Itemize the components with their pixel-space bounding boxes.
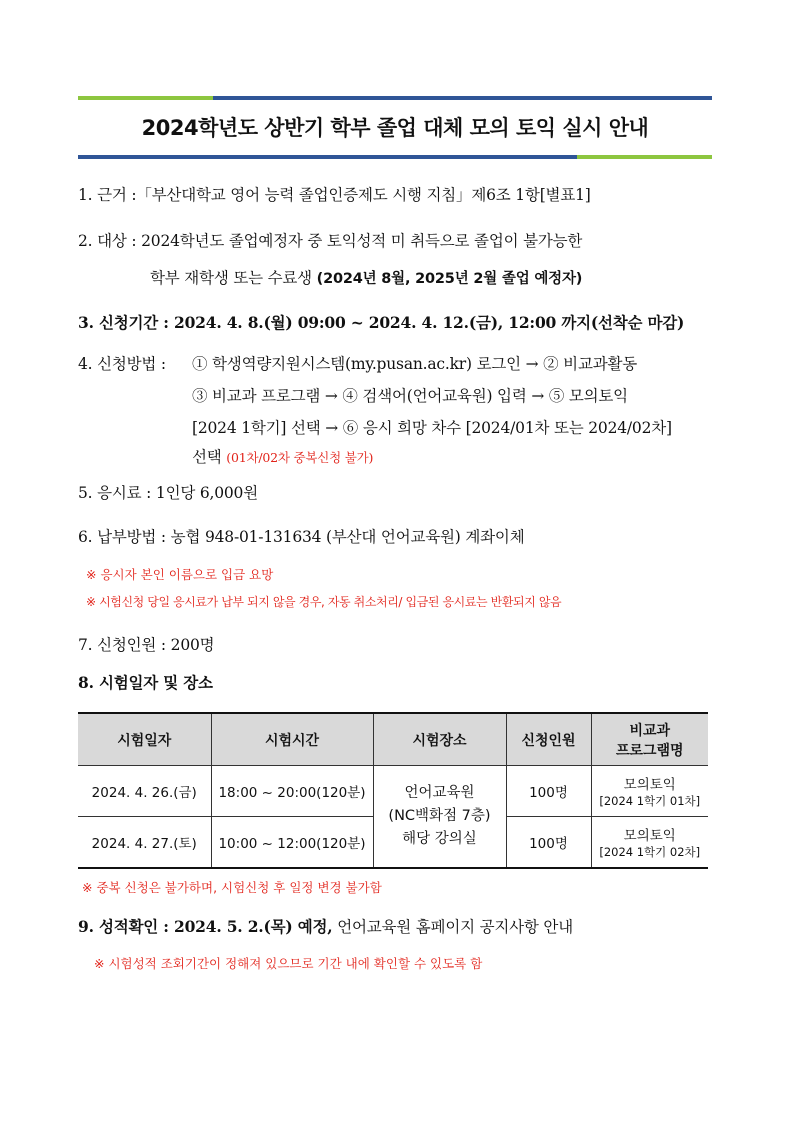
page-title: 2024학년도 상반기 학부 졸업 대체 모의 토익 실시 안내 <box>141 116 649 140</box>
method-warning: (01차/02차 중복신청 불가) <box>226 450 374 465</box>
item-result <box>78 915 573 937</box>
header-bar-green-bottom <box>577 155 712 159</box>
schedule-heading: 8. 시험일자 및 장소 <box>78 673 213 692</box>
item-fee: 5. 응시료 : 1인당 6,000원 <box>78 484 258 502</box>
header-program <box>591 713 708 766</box>
item-target-line1: 2. 대상 : 2024학년도 졸업예정자 중 토익성적 미 취득으로 졸업이 불가능한 <box>78 232 583 250</box>
header-time: 시험시간 <box>211 713 373 766</box>
method-line4 <box>192 445 373 467</box>
target-bold: (2024년 8월, 2025년 2월 졸업 예정자) <box>316 271 583 287</box>
header-place: 시험장소 <box>373 713 506 766</box>
note-deposit-name: ※ 응시자 본인 이름으로 입금 요망 <box>86 567 274 582</box>
header-program-line2: 프로그램명 <box>615 742 684 759</box>
place-line3: 해당 강의실 <box>402 831 477 847</box>
note-refund: ※ 시험신청 당일 응시료가 납부 되지 않을 경우, 자동 취소처리/ 입금된 응시료는 반환되지 않음 <box>86 595 562 609</box>
row2-count: 100명 <box>506 817 591 869</box>
place-cell <box>373 766 506 869</box>
place-line2: (NC백화점 7층) <box>388 808 491 824</box>
header-count: 신청인원 <box>506 713 591 766</box>
row1-date: 2024. 4. 26.(금) <box>78 766 211 817</box>
item-period: 3. 신청기간 : 2024. 4. 8.(월) 09:00 ~ 2024. 4. 12.(금), 12:00 까지(선착순 마감) <box>78 313 685 332</box>
row1-program <box>591 766 708 817</box>
method-select: 선택 <box>192 448 227 466</box>
row2-time: 10:00 ~ 12:00(120분) <box>211 817 373 869</box>
header-program-line1: 비교과 <box>629 722 671 739</box>
schedule-table <box>78 712 708 869</box>
item-target-line2 <box>150 266 582 288</box>
place-line1: 언어교육원 <box>404 785 475 801</box>
row2-program <box>591 817 708 869</box>
method-label: 4. 신청방법 : <box>78 355 166 373</box>
row1-time: 18:00 ~ 20:00(120분) <box>211 766 373 817</box>
item-capacity: 7. 신청인원 : 200명 <box>78 636 215 654</box>
method-line3: [2024 1학기] 선택 → ⑥ 응시 희망 차수 [2024/01차 또는 2024/02차] <box>192 419 672 437</box>
header-date: 시험일자 <box>78 713 211 766</box>
header-bar-green <box>78 96 213 100</box>
note-result-period: ※ 시험성적 조회기간이 정해져 있으므로 기간 내에 확인할 수 있도록 함 <box>94 956 483 971</box>
row2-program-term: [2024 1학기 02차] <box>599 845 701 859</box>
item-payment: 6. 납부방법 : 농협 948-01-131634 (부산대 언어교육원) 계좌이체 <box>78 528 525 546</box>
result-plain: 언어교육원 홈페이지 공지사항 안내 <box>332 918 573 936</box>
note-no-duplicate: ※ 중복 신청은 불가하며, 시험신청 후 일정 변경 불가함 <box>82 880 382 895</box>
row2-date: 2024. 4. 27.(토) <box>78 817 211 869</box>
method-line1: ① 학생역량지원시스템(my.pusan.ac.kr) 로그인 → ② 비교과활동 <box>192 355 638 373</box>
header-bar-blue <box>213 96 712 100</box>
table-row <box>78 766 708 817</box>
target-plain: 학부 재학생 또는 수료생 <box>150 269 317 287</box>
row1-program-term: [2024 1학기 01차] <box>599 794 701 808</box>
result-bold: 9. 성적확인 : 2024. 5. 2.(목) 예정, <box>78 917 333 936</box>
row1-count: 100명 <box>506 766 591 817</box>
row1-program-name: 모의토익 <box>623 777 676 793</box>
method-line2: ③ 비교과 프로그램 → ④ 검색어(언어교육원) 입력 → ⑤ 모의토익 <box>192 387 628 405</box>
table-header-row <box>78 713 708 766</box>
item-basis: 1. 근거 :「부산대학교 영어 능력 졸업인증제도 시행 지침」제6조 1항[별표1] <box>78 186 591 204</box>
row2-program-name: 모의토익 <box>623 828 676 844</box>
header-bar-blue-bottom <box>78 155 577 159</box>
